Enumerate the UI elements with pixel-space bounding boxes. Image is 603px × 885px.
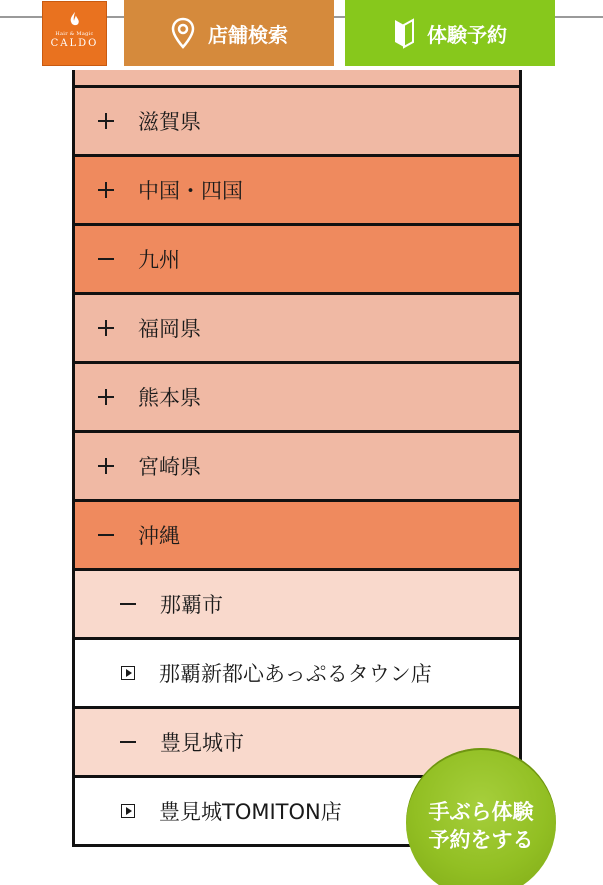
trial-booking-cta-button[interactable] [406,748,556,885]
accordion-row-fukuoka[interactable] [75,295,519,364]
minus-icon [118,732,138,752]
accordion-row-label: 沖縄 [138,524,180,548]
accordion-row-label: 滋賀県 [138,110,201,134]
arrow-right-box-icon [121,666,135,680]
plus-icon [96,387,116,407]
store-link-naha-shintoshin[interactable] [75,640,519,709]
accordion-row-label: 豊見城市 [160,731,244,755]
plus-icon [96,318,116,338]
accordion-row-label: 九州 [138,248,180,272]
accordion-row-label: 宮崎県 [138,455,201,479]
accordion-row-kumamoto[interactable] [75,364,519,433]
store-search-label: 店舗検索 [208,22,288,47]
trial-booking-label: 体験予約 [427,22,507,47]
cta-line-2: 予約をする [428,828,534,852]
store-search-button[interactable] [124,0,334,66]
store-link-label: 那覇新都心あっぷるタウン店 [159,662,432,686]
accordion-row-naha-city[interactable] [75,571,519,640]
accordion-row-label: 中国・四国 [138,179,243,203]
arrow-right-box-icon [121,804,135,818]
caldo-logo[interactable] [42,1,107,66]
logo-subtitle: Hair & Magic [55,31,94,37]
beginner-mark-icon [393,17,415,49]
store-area-accordion [72,0,522,847]
accordion-row-okinawa[interactable] [75,502,519,571]
minus-icon [96,249,116,269]
plus-icon [96,456,116,476]
plus-icon [96,180,116,200]
accordion-row-miyazaki[interactable] [75,433,519,502]
accordion-row-label: 那覇市 [160,593,223,617]
minus-icon [118,594,138,614]
cta-line-1: 手ぶら体験 [428,800,534,824]
accordion-row-chugoku-shikoku[interactable] [75,157,519,226]
plus-icon [96,111,116,131]
accordion-row-shiga[interactable] [75,88,519,157]
accordion-row-label: 福岡県 [138,317,201,341]
site-header [0,0,603,70]
logo-name: CALDO [50,38,99,49]
accordion-row-label: 熊本県 [138,386,201,410]
accordion-row-kyushu[interactable] [75,226,519,295]
store-link-label: 豊見城TOMITON店 [159,800,342,824]
flame-logo-icon [66,11,84,29]
trial-booking-button[interactable] [345,0,555,66]
minus-icon [96,525,116,545]
map-pin-icon [170,17,196,49]
